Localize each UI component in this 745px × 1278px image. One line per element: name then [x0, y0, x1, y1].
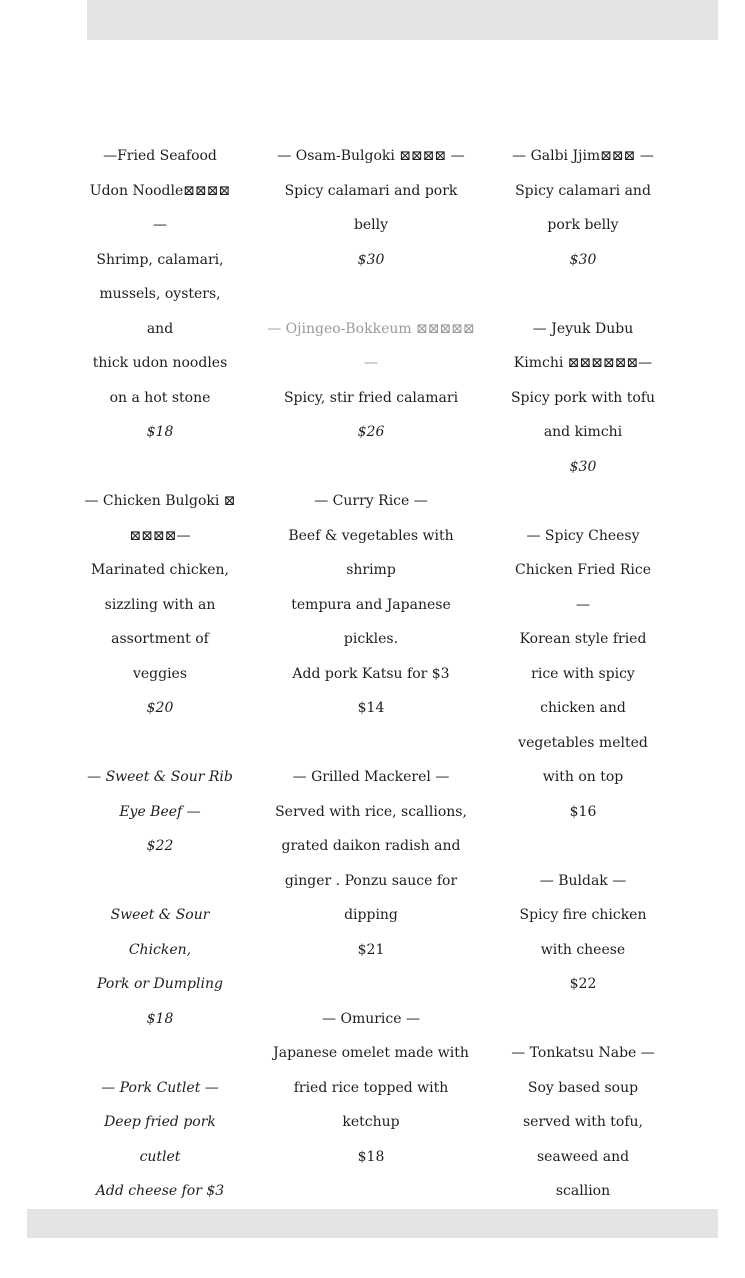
item-line: Kimchi ⊠⊠⊠⊠⊠⊠— [513, 355, 653, 371]
item-line: — [364, 355, 378, 371]
item-line: Shrimp, calamari, [96, 251, 224, 268]
item-line: Served with rice, scallions, [275, 803, 467, 820]
item-line: — Chicken Bulgoki ⊠ [84, 493, 236, 509]
item-line: — Sweet & Sour Rib [87, 769, 233, 785]
item-line: ginger . Ponzu sauce for [284, 872, 458, 889]
menu-item-omurice [266, 1002, 476, 1175]
item-price: $30 [569, 251, 597, 268]
item-price: $18 [146, 1010, 174, 1027]
menu-item-fried-seafood-udon [84, 139, 236, 450]
item-price: $20 [146, 700, 174, 716]
item-line: assortment of veggies [111, 631, 209, 682]
menu-column-2 [266, 139, 476, 1209]
item-line: tempura and Japanese pickles. [291, 596, 451, 647]
menu-item-osam-bulgoki [266, 139, 476, 277]
item-price: $18 [357, 1148, 385, 1165]
item-line: Pork or Dumpling [97, 976, 223, 992]
menu-item-spicy-cheesy-chicken-fried-rice [508, 519, 658, 830]
menu-item-curry-rice [266, 484, 476, 726]
item-line: on a hot stone [109, 389, 211, 406]
item-price: $22 [569, 976, 597, 992]
item-line: vegetables melted [518, 734, 648, 751]
item-line: served with tofu, [522, 1114, 644, 1130]
item-price: $30 [357, 251, 385, 268]
menu-column-1 [84, 139, 236, 1278]
item-line: with cheese [540, 941, 626, 958]
item-line: Spicy fire chicken [519, 907, 647, 923]
item-line: — Omurice — [322, 1010, 420, 1027]
item-line: Add pork Katsu for $3 [292, 665, 450, 682]
item-line: sizzling with an [104, 596, 216, 613]
item-line: Marinated chicken, [91, 562, 229, 578]
menu-item-buldak [508, 864, 658, 1002]
item-line: — Tonkatsu Nabe — [511, 1045, 655, 1061]
item-line: — Ojingeo-Bokkeum ⊠⊠⊠⊠⊠ [267, 320, 475, 337]
item-price: $30 [569, 458, 597, 475]
item-line: mussels, oysters, and [99, 286, 221, 337]
item-line: Spicy, stir fried calamari [283, 389, 459, 406]
item-line: Japanese omelet made with [273, 1045, 469, 1061]
item-line: dipping [344, 907, 398, 923]
menu-item-jeyuk-dubu-kimchi [508, 312, 658, 485]
menu-column-3 [508, 139, 658, 1278]
header-bar [87, 0, 718, 40]
item-line: Eye Beef — [119, 803, 201, 820]
item-line: Spicy calamari and [515, 182, 651, 199]
item-line: — Spicy Cheesy [526, 527, 640, 544]
menu-item-sweet-sour-rib-eye [84, 760, 236, 864]
menu-item-ojingeo-bokkeum [266, 312, 476, 450]
item-line: Sweet & Sour Chicken, [110, 907, 210, 958]
item-line: — Galbi Jjim⊠⊠⊠ — [512, 148, 654, 164]
item-line: —Fried Seafood [103, 148, 217, 164]
item-price: $21 [357, 941, 385, 958]
item-line: — Jeyuk Dubu [532, 320, 634, 337]
item-line: ⊠⊠⊠⊠— [129, 527, 191, 544]
item-line: pork belly [547, 217, 619, 233]
item-line: Deep fried pork cutlet [104, 1114, 216, 1165]
item-line: and kimchi [543, 424, 623, 440]
item-price: $22 [146, 838, 174, 854]
item-price: $18 [146, 424, 174, 440]
item-line: rice with spicy [531, 665, 635, 682]
item-line: Korean style fried [519, 631, 647, 647]
item-line: fried rice topped with ketchup [293, 1079, 449, 1130]
item-line: Soy based soup [527, 1079, 639, 1096]
menu-item-grilled-mackerel [266, 760, 476, 967]
menu-item-sweet-sour-chicken [84, 898, 236, 1036]
item-line: — Buldak — [539, 872, 627, 889]
item-price: $14 [357, 700, 385, 716]
item-line: — Osam-Bulgoki ⊠⊠⊠⊠ — [277, 148, 465, 164]
item-line: — Grilled Mackerel — [292, 769, 450, 785]
item-line: grated daikon radish and [281, 838, 461, 854]
menu-item-galbi-jjim [508, 139, 658, 277]
menu-item-chicken-bulgoki [84, 484, 236, 726]
item-line: Udon Noodle⊠⊠⊠⊠— [89, 182, 231, 233]
item-line: Chicken Fried Rice — [514, 562, 651, 613]
item-line: with on top [542, 769, 624, 785]
item-line: seaweed and scallion [536, 1148, 630, 1199]
item-line: — Curry Rice — [314, 493, 428, 509]
footer-bar [27, 1209, 718, 1238]
item-line: Spicy calamari and pork belly [284, 182, 458, 233]
item-line: Add cheese for $3 [95, 1183, 225, 1199]
item-line: Spicy pork with tofu [510, 389, 656, 406]
item-line: thick udon noodles [92, 355, 228, 371]
item-line: Beef & vegetables with shrimp [288, 527, 454, 578]
item-line: — Pork Cutlet — [101, 1079, 219, 1096]
item-price: $16 [569, 803, 597, 820]
item-line: chicken and [540, 700, 626, 716]
item-price: $26 [357, 424, 385, 440]
